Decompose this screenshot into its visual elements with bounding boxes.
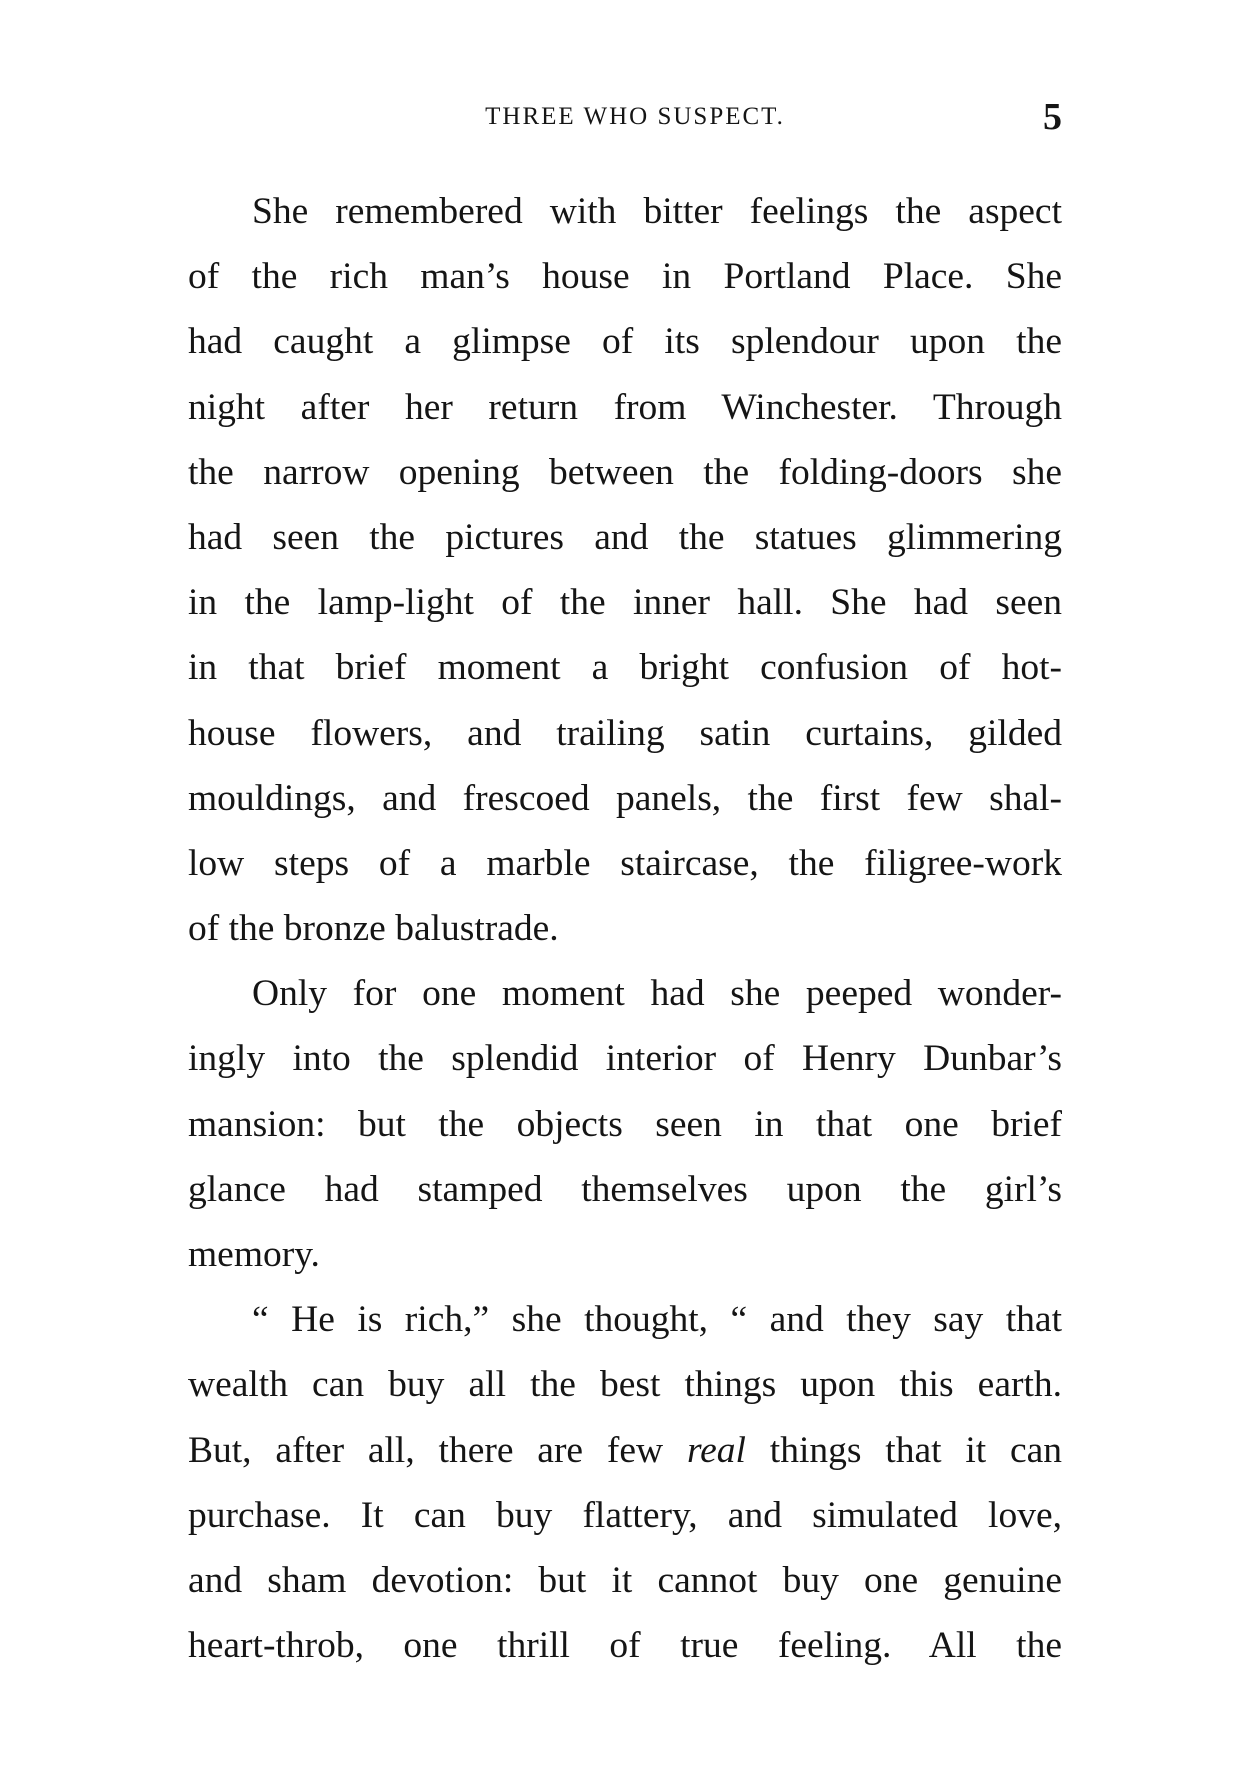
running-head — [190, 95, 1062, 143]
text-line: ingly into the splendid interior of Henry Dunbar’s — [188, 1038, 1062, 1080]
text-line: mouldings, and frescoed panels, the first few shal- — [188, 777, 1062, 819]
text-segment: But, after all, there are few — [188, 1429, 664, 1471]
paragraph-2 — [188, 961, 1062, 1287]
text-line: She remembered with bitter feelings the aspect — [252, 191, 1062, 232]
text-line: “ He is rich,” she thought, “ and they say that — [252, 1299, 1062, 1341]
text-line: glance had stamped themselves upon the girl’s — [188, 1168, 1062, 1210]
text-line: night after her return from Winchester. Through — [188, 386, 1062, 428]
text-line: purchase. It can buy flattery, and simulated love, — [188, 1494, 1062, 1536]
text-line: of the bronze balustrade. — [188, 908, 559, 950]
text-line: the narrow opening between the folding-doors she — [188, 451, 1062, 493]
text-line: had caught a glimpse of its splendour upon the — [188, 321, 1062, 363]
paragraph-1 — [188, 179, 1062, 961]
text-segment: things that it can — [769, 1429, 1062, 1471]
text-line-with-italic — [188, 1418, 1062, 1483]
text-line: house flowers, and trailing satin curtains, gilded — [188, 712, 1062, 754]
text-line: mansion: but the objects seen in that one brief — [188, 1103, 1062, 1145]
running-title: THREE WHO SUSPECT. — [485, 103, 785, 130]
paragraph-3 — [188, 1287, 1062, 1678]
text-line: low steps of a marble staircase, the filigree-work — [188, 842, 1062, 884]
italic-word: real — [686, 1429, 746, 1471]
text-line: in the lamp-light of the inner hall. She had seen — [188, 582, 1062, 624]
text-line: and sham devotion: but it cannot buy one genuine — [188, 1559, 1062, 1601]
text-line: in that brief moment a bright confusion of hot- — [188, 647, 1062, 689]
page-number: 5 — [1043, 96, 1062, 138]
body-text — [188, 179, 1062, 1678]
text-line: memory. — [188, 1234, 320, 1275]
text-line: heart-throb, one thrill of true feeling. All the — [188, 1625, 1062, 1667]
text-line: of the rich man’s house in Portland Place. She — [188, 256, 1062, 298]
text-line: Only for one moment had she peeped wonder- — [252, 973, 1062, 1015]
text-line: wealth can buy all the best things upon this earth. — [188, 1364, 1062, 1406]
text-line: had seen the pictures and the statues glimmering — [188, 516, 1062, 558]
